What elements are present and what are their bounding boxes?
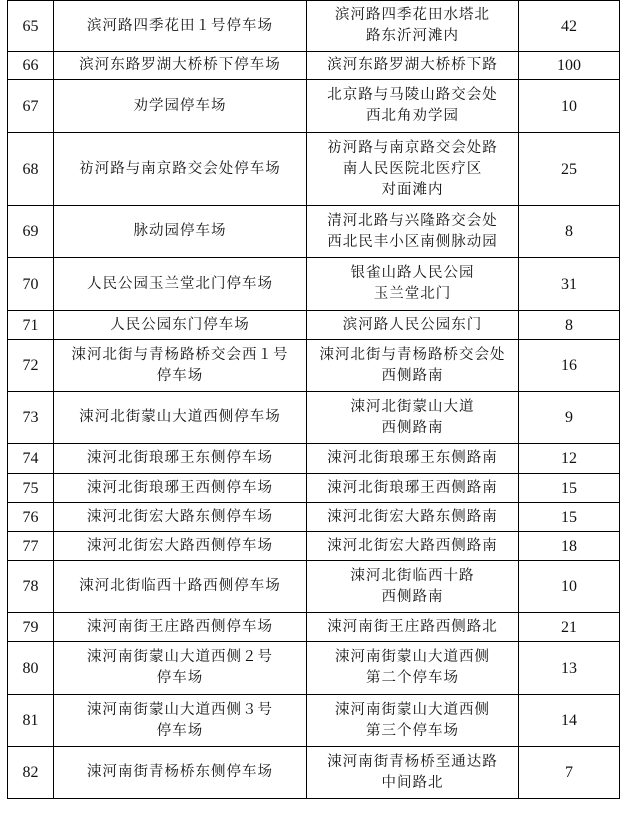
location-cell [307, 340, 519, 392]
parking-name-cell-line: 人民公园东门停车场 [110, 316, 250, 333]
location-cell [307, 474, 519, 503]
location-cell [307, 561, 519, 613]
location-cell-line: 西北角劝学园 [366, 108, 459, 124]
row-number-cell: 66 [8, 52, 54, 80]
capacity-cell: 31 [519, 258, 620, 311]
table-row [8, 613, 620, 642]
location-cell [307, 532, 519, 561]
row-number-cell: 78 [8, 561, 54, 613]
row-number-cell: 73 [8, 392, 54, 444]
row-number-cell: 80 [8, 642, 54, 695]
location-cell [307, 1, 519, 52]
table-row [8, 52, 620, 80]
table-row [8, 474, 620, 503]
parking-name-cell-line: 停车场 [156, 722, 204, 739]
location-cell-line: 南人民医院北医疗区 [342, 160, 483, 177]
row-number-cell: 72 [8, 340, 54, 392]
location-cell [307, 613, 519, 642]
capacity-cell: 15 [519, 503, 620, 532]
table-row [8, 206, 620, 258]
parking-name-cell-line: 涑河北街蒙山大道西侧停车场 [79, 409, 281, 425]
parking-name-cell [54, 444, 307, 474]
parking-name-cell-line: 涑河南街青杨桥东侧停车场 [87, 764, 273, 780]
location-cell [307, 444, 519, 474]
location-cell-line: 玉兰堂北门 [373, 286, 452, 302]
parking-name-cell [54, 258, 307, 311]
location-cell [307, 747, 519, 799]
location-cell-line: 涑河北街临西十路 [350, 567, 475, 584]
capacity-cell: 12 [519, 444, 620, 474]
location-cell [307, 206, 519, 258]
parking-name-cell [54, 206, 307, 258]
location-cell-line: 第三个停车场 [366, 722, 459, 739]
parking-name-cell [54, 695, 307, 747]
location-cell-line: 滨河路四季花田水塔北 [335, 7, 490, 23]
parking-name-cell [54, 503, 307, 532]
table-row [8, 392, 620, 444]
parking-name-cell-line: 劝学园停车场 [133, 97, 227, 114]
location-cell [307, 52, 519, 80]
location-cell-line: 涑河南街青杨桥至通达路 [327, 753, 498, 770]
capacity-cell: 25 [519, 133, 620, 206]
row-number-cell: 69 [8, 206, 54, 258]
parking-name-cell [54, 340, 307, 392]
row-number-cell: 65 [8, 1, 54, 52]
row-number-cell: 79 [8, 613, 54, 642]
location-cell-line: 涑河南街蒙山大道西侧 [335, 701, 490, 718]
parking-name-cell-line: 涑河南街王庄路西侧停车场 [87, 618, 273, 635]
capacity-cell: 15 [519, 474, 620, 503]
table-body [8, 1, 620, 799]
table-row [8, 133, 620, 206]
location-cell-line: 涑河北街蒙山大道 [350, 398, 475, 415]
location-cell-line: 滨河路人民公园东门 [342, 316, 483, 333]
parking-name-cell [54, 561, 307, 613]
location-cell-line: 涑河北街琅琊王西侧路南 [327, 479, 498, 496]
row-number-cell: 77 [8, 532, 54, 561]
parking-name-cell-line: 涑河南街蒙山大道西侧２号 [87, 649, 273, 665]
capacity-cell: 7 [519, 747, 620, 799]
location-cell [307, 133, 519, 206]
parking-name-cell-line: 涑河北街宏大路西侧停车场 [87, 537, 273, 554]
parking-name-cell [54, 80, 307, 133]
location-cell-line: 第二个停车场 [366, 670, 459, 686]
parking-name-cell [54, 613, 307, 642]
table-row [8, 747, 620, 799]
capacity-cell: 21 [519, 613, 620, 642]
location-cell-line: 西侧路南 [381, 419, 444, 436]
location-cell-line: 涑河南街蒙山大道西侧 [335, 649, 490, 665]
location-cell-line: 祊河路与南京路交会处路 [327, 139, 498, 156]
location-cell-line: 涑河北街琅琊王东侧路南 [327, 450, 498, 466]
table-row [8, 503, 620, 532]
table-row [8, 561, 620, 613]
location-cell-line: 涑河北街宏大路东侧路南 [327, 508, 498, 525]
table-row [8, 444, 620, 474]
capacity-cell: 9 [519, 392, 620, 444]
parking-name-cell-line: 涑河北街琅琊王西侧停车场 [87, 479, 273, 496]
row-number-cell: 67 [8, 80, 54, 133]
table-row [8, 340, 620, 392]
parking-name-cell-line: 祊河路与南京路交会处停车场 [79, 160, 281, 177]
location-cell [307, 503, 519, 532]
capacity-cell: 42 [519, 1, 620, 52]
capacity-cell: 100 [519, 52, 620, 80]
parking-name-cell-line: 滨河路四季花田１号停车场 [87, 17, 273, 34]
parking-name-cell-line: 涑河北街与青杨路桥交会西１号 [71, 346, 289, 363]
location-cell-line: 西侧路南 [381, 588, 444, 605]
capacity-cell: 8 [519, 206, 620, 258]
location-cell-line: 涑河北街宏大路西侧路南 [327, 537, 498, 554]
table-row [8, 695, 620, 747]
row-number-cell: 81 [8, 695, 54, 747]
capacity-cell: 16 [519, 340, 620, 392]
parking-name-cell-line: 停车场 [156, 367, 204, 384]
table-row [8, 258, 620, 311]
capacity-cell: 10 [519, 561, 620, 613]
parking-name-cell [54, 1, 307, 52]
location-cell [307, 695, 519, 747]
parking-name-cell [54, 747, 307, 799]
parking-name-cell-line: 停车场 [156, 670, 204, 686]
table-row [8, 642, 620, 695]
parking-name-cell [54, 133, 307, 206]
location-cell [307, 80, 519, 133]
location-cell [307, 392, 519, 444]
parking-name-cell-line: 涑河北街临西十路西侧停车场 [79, 578, 281, 594]
row-number-cell: 74 [8, 444, 54, 474]
location-cell [307, 258, 519, 311]
table-row [8, 80, 620, 133]
parking-name-cell [54, 474, 307, 503]
capacity-cell: 8 [519, 311, 620, 340]
location-cell-line: 对面滩内 [381, 181, 444, 198]
capacity-cell: 18 [519, 532, 620, 561]
capacity-cell: 13 [519, 642, 620, 695]
table-row [8, 311, 620, 340]
parking-name-cell [54, 642, 307, 695]
location-cell-line: 西侧路南 [381, 367, 444, 384]
parking-name-cell-line: 涑河北街琅琊王东侧停车场 [87, 450, 273, 466]
table-row [8, 532, 620, 561]
location-cell-line: 银雀山路人民公园 [350, 265, 475, 281]
parking-name-cell [54, 532, 307, 561]
location-cell-line: 中间路北 [381, 774, 444, 791]
row-number-cell: 68 [8, 133, 54, 206]
capacity-cell: 14 [519, 695, 620, 747]
parking-name-cell-line: 涑河北街宏大路东侧停车场 [87, 508, 273, 525]
table-row [8, 1, 620, 52]
location-cell-line: 清河北路与兴隆路交会处 [327, 212, 498, 229]
parking-name-cell-line: 脉动园停车场 [133, 223, 227, 239]
parking-name-cell [54, 52, 307, 80]
row-number-cell: 71 [8, 311, 54, 340]
location-cell-line: 西北民丰小区南侧脉动园 [327, 233, 498, 250]
location-cell-line: 路东沂河滩内 [366, 28, 459, 44]
parking-name-cell [54, 392, 307, 444]
location-cell-line: 北京路与马陵山路交会处 [327, 87, 498, 103]
location-cell-line: 涑河北街与青杨路桥交会处 [319, 346, 506, 363]
location-cell-line: 滨河东路罗湖大桥桥下路 [327, 57, 498, 73]
row-number-cell: 76 [8, 503, 54, 532]
parking-name-cell-line: 涑河南街蒙山大道西侧３号 [87, 701, 273, 718]
row-number-cell: 70 [8, 258, 54, 311]
row-number-cell: 82 [8, 747, 54, 799]
location-cell [307, 642, 519, 695]
parking-name-cell-line: 滨河东路罗湖大桥桥下停车场 [79, 57, 281, 73]
capacity-cell: 10 [519, 80, 620, 133]
location-cell [307, 311, 519, 340]
location-cell-line: 涑河南街王庄路西侧路北 [327, 618, 498, 635]
parking-name-cell [54, 311, 307, 340]
parking-name-cell-line: 人民公园玉兰堂北门停车场 [87, 275, 273, 292]
row-number-cell: 75 [8, 474, 54, 503]
parking-lot-table [7, 0, 620, 799]
